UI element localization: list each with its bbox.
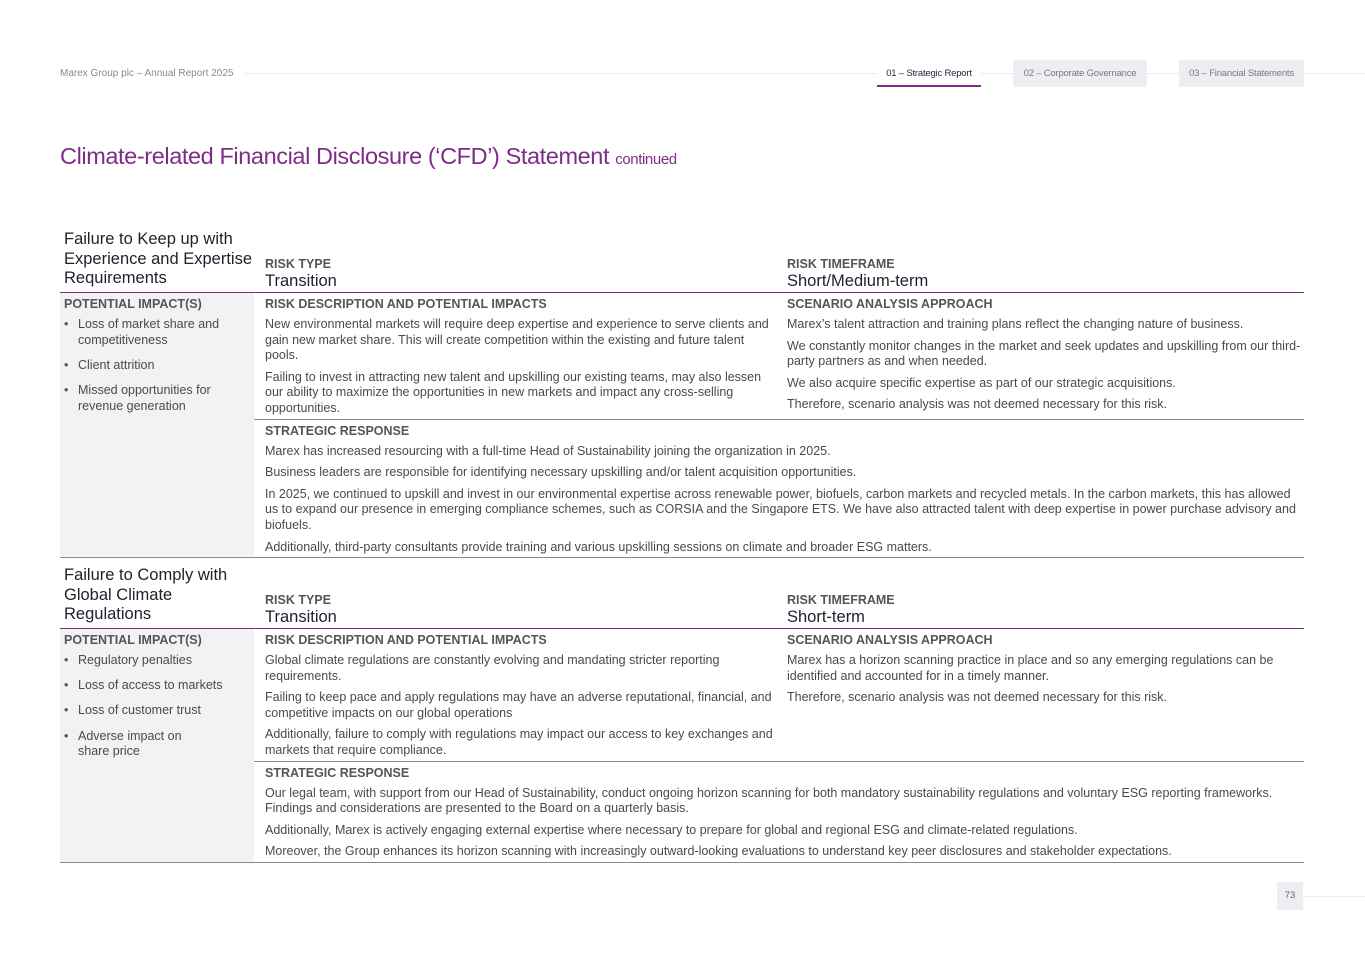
risk-type-label: RISK TYPE bbox=[265, 257, 331, 271]
description-paragraph: Failing to invest in attracting new talent and upskilling our existing teams, may also lessen our ability to maximize the opportunities in new markets and impact any cross-selling opportunities. bbox=[265, 369, 762, 415]
response-paragraph: Marex has increased resourcing with a full-time Head of Sustainability joining the organization in 2025. bbox=[265, 443, 831, 458]
risk-timeframe-label: RISK TIMEFRAME bbox=[787, 593, 895, 607]
risk-type-value: Transition bbox=[265, 608, 337, 626]
report-name: Marex Group plc – Annual Report 2025 bbox=[60, 68, 239, 79]
strategic-response-label: STRATEGIC RESPONSE bbox=[265, 765, 410, 780]
impact-item: • Client attrition bbox=[64, 358, 254, 374]
impact-item: • Loss of market share and competitiveness bbox=[64, 317, 254, 348]
tab-corporate-governance[interactable]: 02 – Corporate Governance bbox=[1013, 60, 1147, 87]
risk-details-top bbox=[254, 629, 1304, 762]
scenario-analysis-label: SCENARIO ANALYSIS APPROACH bbox=[787, 633, 993, 647]
risk-header bbox=[60, 229, 1304, 293]
potential-impacts-label: POTENTIAL IMPACT(S) bbox=[64, 297, 202, 311]
impact-item: • Loss of customer trust bbox=[64, 703, 254, 719]
scenario-analysis-column bbox=[776, 629, 1304, 761]
scenario-analysis-column bbox=[776, 293, 1304, 419]
impact-item: • Loss of access to markets bbox=[64, 678, 254, 694]
risk-section bbox=[60, 565, 1304, 863]
scenario-paragraph: Marex has a horizon scanning practice in place and so any emerging regulations can be identified and accounted for in a timely manner. bbox=[787, 653, 1274, 683]
impact-item: • Missed opportunities for revenue generation bbox=[64, 383, 254, 414]
strategic-response bbox=[254, 762, 1304, 862]
description-paragraph: Failing to keep pace and apply regulations may have an adverse reputational, financial, and competitive impacts on our global operations bbox=[265, 690, 772, 720]
response-paragraph: Business leaders are responsible for identifying necessary upskilling and/or talent acquisition opportunities. bbox=[265, 465, 857, 480]
impact-list bbox=[64, 317, 254, 414]
scenario-paragraph: Marex’s talent attraction and training plans reflect the changing nature of business. bbox=[787, 317, 1244, 331]
scenario-analysis-label: SCENARIO ANALYSIS APPROACH bbox=[787, 297, 993, 311]
potential-impacts-panel bbox=[60, 629, 254, 862]
potential-impacts-label: POTENTIAL IMPACT(S) bbox=[64, 633, 202, 647]
description-paragraph: Additionally, failure to comply with regulations may impact our access to key exchanges and markets that require compliance. bbox=[265, 727, 773, 757]
risk-body bbox=[60, 293, 1304, 558]
risk-header bbox=[60, 565, 1304, 629]
strategic-response bbox=[254, 420, 1304, 558]
risk-timeframe-value: Short/Medium-term bbox=[787, 272, 929, 290]
page-title-suffix: continued bbox=[615, 151, 677, 168]
risk-name: Failure to Comply with Global Climate Regulations bbox=[64, 565, 228, 624]
potential-impacts-panel bbox=[60, 293, 254, 557]
risk-description-column bbox=[254, 629, 776, 761]
risk-type-value: Transition bbox=[265, 272, 337, 290]
response-paragraph: Additionally, Marex is actively engaging external expertise where necessary to prepare for global and regional ESG and climate-related regulations. bbox=[265, 822, 1078, 837]
impact-list bbox=[64, 653, 254, 760]
risk-description-label: RISK DESCRIPTION AND POTENTIAL IMPACTS bbox=[265, 297, 547, 311]
response-paragraph: Moreover, the Group enhances its horizon scanning with increasingly outward-looking evaluations to understand key peer disclosures and stakeholder expectations. bbox=[265, 844, 1172, 859]
response-paragraph: Our legal team, with support from our Head of Sustainability, conduct ongoing horizon scanning for both mandatory sustainability regulations and voluntary ESG reporting frameworks. Findings and considerations are presented to the Board on a quarterly basis. bbox=[265, 785, 1273, 816]
risk-description-label: RISK DESCRIPTION AND POTENTIAL IMPACTS bbox=[265, 633, 547, 647]
response-paragraph: Additionally, third-party consultants provide training and various upskilling sessions on climate and broader ESG matters. bbox=[265, 539, 932, 554]
strategic-response-label: STRATEGIC RESPONSE bbox=[265, 423, 410, 438]
risk-details bbox=[254, 293, 1304, 557]
page-title bbox=[60, 143, 677, 170]
page-title-main: Climate-related Financial Disclosure (‘CFD’) Statement bbox=[60, 143, 610, 169]
description-paragraph: Global climate regulations are constantly evolving and mandating stricter reporting requirements. bbox=[265, 653, 720, 683]
scenario-paragraph: Therefore, scenario analysis was not deemed necessary for this risk. bbox=[787, 397, 1168, 412]
risk-timeframe-label: RISK TIMEFRAME bbox=[787, 257, 895, 271]
description-paragraph: New environmental markets will require deep expertise and experience to serve clients and gain new market share. This will create competition within the existing and future talent pools. bbox=[265, 317, 769, 363]
scenario-paragraph: Therefore, scenario analysis was not deemed necessary for this risk. bbox=[787, 690, 1168, 705]
response-paragraph: In 2025, we continued to upskill and invest in our environmental expertise across renewable power, biofuels, carbon markets and recycled metals. In the carbon markets, this has allowed us to expand our presence in emerging compliance schemes, such as CORSIA and the Singapore ETS. We have also attracted talent with deep expertise in power purchase advisory and biofuels. bbox=[265, 486, 1296, 532]
risk-details-top bbox=[254, 293, 1304, 420]
risk-section bbox=[60, 229, 1304, 558]
risk-name: Failure to Keep up with Experience and Expertise Requirements bbox=[64, 229, 253, 288]
risk-timeframe-value: Short-term bbox=[787, 608, 865, 626]
risk-body bbox=[60, 629, 1304, 863]
tab-financial-statements[interactable]: 03 – Financial Statements bbox=[1179, 60, 1304, 87]
risk-details bbox=[254, 629, 1304, 862]
impact-item: • Adverse impact on share price bbox=[64, 729, 198, 760]
impact-item: • Regulatory penalties bbox=[64, 653, 254, 669]
risk-type-label: RISK TYPE bbox=[265, 593, 331, 607]
scenario-paragraph: We also acquire specific expertise as part of our strategic acquisitions. bbox=[787, 375, 1176, 390]
tab-strategic-report[interactable]: 01 – Strategic Report bbox=[877, 60, 981, 87]
footer-rule bbox=[1303, 896, 1365, 897]
page-number: 73 bbox=[1277, 882, 1303, 910]
scenario-paragraph: We constantly monitor changes in the market and seek updates and upskilling from our third-party partners as and when needed. bbox=[787, 338, 1301, 369]
risk-description-column bbox=[254, 293, 776, 419]
